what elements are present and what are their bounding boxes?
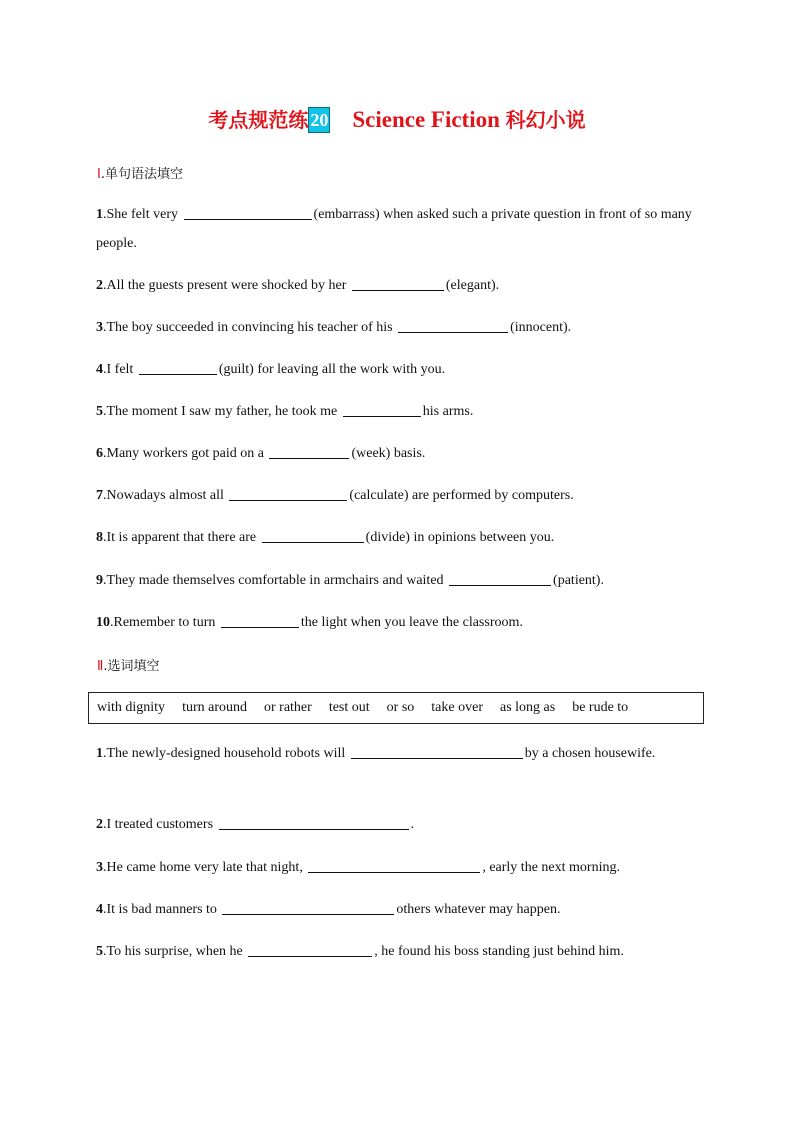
answer-blank[interactable] <box>269 443 349 459</box>
question-2-1 <box>96 739 656 768</box>
question-text-after: (patient). <box>553 573 604 588</box>
question-text-before: .I treated customers <box>103 817 217 832</box>
answer-blank[interactable] <box>343 401 421 417</box>
answer-blank[interactable] <box>248 941 372 957</box>
question-1-9 <box>96 566 700 595</box>
question-1-1 <box>96 200 700 258</box>
question-text-after: his arms. <box>422 404 474 419</box>
question-text-before: .It is apparent that there are <box>103 530 260 545</box>
question-number: 8 <box>96 530 103 545</box>
question-text-before: .They made themselves comfortable in armchairs and waited <box>103 573 448 588</box>
section-1-title: .单句语法填空 <box>100 167 183 182</box>
question-2-5 <box>96 937 700 966</box>
answer-blank[interactable] <box>221 612 299 628</box>
question-number: 2 <box>96 278 103 293</box>
answer-blank[interactable] <box>139 359 217 375</box>
question-text-before: .To his surprise, when he <box>103 944 247 959</box>
question-text-after: (divide) in opinions between you. <box>365 530 555 545</box>
question-1-10 <box>96 608 700 637</box>
question-text-before: .The boy succeeded in convincing his teacher of his <box>103 320 397 335</box>
answer-blank[interactable] <box>229 485 347 501</box>
answer-blank[interactable] <box>308 857 480 873</box>
question-number: 6 <box>96 446 103 461</box>
question-text-before: .Nowadays almost all <box>103 488 228 503</box>
question-number: 4 <box>96 902 103 917</box>
word-bank-item: take over <box>431 700 483 715</box>
question-text-before: .I felt <box>103 362 137 377</box>
question-number: 2 <box>96 817 103 832</box>
question-text-after: , he found his boss standing just behind him. <box>374 944 624 959</box>
word-bank-box <box>88 692 704 724</box>
answer-blank[interactable] <box>222 899 394 915</box>
word-bank-item: with dignity <box>97 700 166 715</box>
question-1-6 <box>96 439 700 468</box>
question-text-after: (embarrass) when asked such a private question in front of so many people. <box>96 207 692 251</box>
question-text-before: .Remember to turn <box>110 615 219 630</box>
answer-blank[interactable] <box>352 275 444 291</box>
word-bank-item: test out <box>328 700 370 715</box>
question-number: 1 <box>96 207 103 222</box>
question-text-before: .Many workers got paid on a <box>103 446 268 461</box>
question-2-3 <box>96 853 700 882</box>
answer-blank[interactable] <box>262 527 364 543</box>
answer-blank[interactable] <box>219 814 409 830</box>
question-1-8 <box>96 523 700 552</box>
lesson-number-badge: 20 <box>308 107 330 133</box>
question-text-after: (guilt) for leaving all the work with you. <box>218 362 446 377</box>
word-bank-item: or so <box>386 700 415 715</box>
question-text-after: , early the next morning. <box>482 860 620 875</box>
question-text-after: the light when you leave the classroom. <box>300 615 523 630</box>
section-2-title: .选词填空 <box>103 659 160 674</box>
question-number: 10 <box>96 615 110 630</box>
question-number: 5 <box>96 404 103 419</box>
question-text-before: .She felt very <box>103 207 182 222</box>
word-bank-item: as long as <box>499 700 556 715</box>
question-2-2 <box>96 810 700 839</box>
question-1-4 <box>96 355 700 384</box>
question-number: 5 <box>96 944 103 959</box>
question-text-before: .It is bad manners to <box>103 902 221 917</box>
answer-blank[interactable] <box>184 204 312 220</box>
question-text-before: .The newly-designed household robots will <box>103 746 349 761</box>
question-text-before: .The moment I saw my father, he took me <box>103 404 341 419</box>
question-text-after: . <box>410 817 415 832</box>
section-1-heading <box>97 163 183 182</box>
question-text-before: .He came home very late that night, <box>103 860 307 875</box>
title-cn-suffix: 科幻小说 <box>505 108 586 132</box>
title-en: Science Fiction <box>352 107 500 132</box>
question-number: 4 <box>96 362 103 377</box>
question-text-after: (week) basis. <box>351 446 426 461</box>
answer-blank[interactable] <box>398 317 508 333</box>
question-text-before: .All the guests present were shocked by her <box>103 278 350 293</box>
question-text-after: (calculate) are performed by computers. <box>349 488 574 503</box>
word-bank-item: be rude to <box>572 700 629 715</box>
question-number: 3 <box>96 320 103 335</box>
question-number: 1 <box>96 746 103 761</box>
question-1-3 <box>96 313 700 342</box>
question-text-after: (innocent). <box>510 320 572 335</box>
section-2-numeral: Ⅱ <box>97 659 104 674</box>
question-1-5 <box>96 397 700 426</box>
question-text-after: by a chosen housewife. <box>524 746 656 761</box>
question-1-2 <box>96 271 700 300</box>
word-bank-item: or rather <box>264 700 312 715</box>
section-1-numeral: Ⅰ <box>97 167 101 182</box>
section-2-heading <box>97 655 160 674</box>
question-text-after: others whatever may happen. <box>396 902 561 917</box>
question-2-4 <box>96 895 700 924</box>
question-1-7 <box>96 481 700 510</box>
question-text-after: (elegant). <box>445 278 500 293</box>
page-title <box>0 104 794 133</box>
answer-blank[interactable] <box>351 743 523 759</box>
question-number: 3 <box>96 860 103 875</box>
question-number: 9 <box>96 573 103 588</box>
word-bank-item: turn around <box>182 700 247 715</box>
question-number: 7 <box>96 488 103 503</box>
title-cn-prefix: 考点规范练 <box>208 108 309 132</box>
answer-blank[interactable] <box>449 570 551 586</box>
